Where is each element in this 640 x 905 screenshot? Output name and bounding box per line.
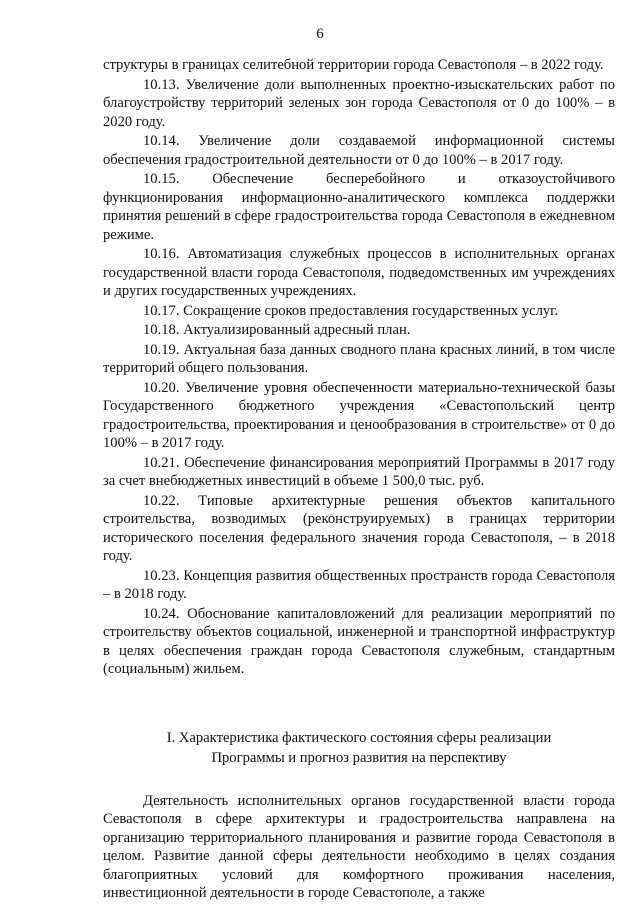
paragraph: 10.21. Обеспечение финансирования мероприятий Программы в 2017 году за счет внебюджетных инвестиций в объеме 1 500,0 тыс. руб. (103, 454, 615, 489)
paragraph: 10.14. Увеличение доли создаваемой информационной системы обеспечения градостроительной деятельности от 0 до 100% – в 2017 году. (103, 133, 615, 168)
paragraph: 10.22. Типовые архитектурные решения объектов капитального строительства, возводимых (реконструируемых) в границах территории исторического поселения федерального значения города Севастополя, – в 2018 году. (103, 492, 615, 564)
paragraph: 10.18. Актуализированный адресный план. (143, 322, 411, 338)
document-body (103, 56, 615, 904)
paragraph: 10.24. Обоснование капиталовложений для реализации мероприятий по строительству объектов социальной, инженерной и транспортной инфраструктур в целях обеспечения граждан города Севастополя служебным, стандартным (социальным) жильем. (103, 605, 615, 677)
page-number: 6 (316, 26, 324, 42)
paragraph: 10.19. Актуальная база данных сводного плана красных линий, в том числе территорий общего пользования. (103, 341, 615, 376)
paragraph: Деятельность исполнительных органов государственной власти города Севастополя в сфере архитектуры и градостроительства направлена на организацию территориального планирования и развитие города Севастополя в целом. Развитие данной сферы деятельности необходимо в целях создания благоприятных условий для комфортного проживания населения, инвестиционной деятельности в городе Севастополе, а также (103, 792, 615, 901)
section-title (103, 728, 615, 768)
section-body (103, 792, 615, 903)
section-title-line-2: Программы и прогноз развития на перспективу (211, 749, 507, 766)
paragraph: 10.23. Концепция развития общественных пространств города Севастополя – в 2018 году. (103, 567, 615, 602)
section-gap (103, 680, 615, 728)
paragraph: 10.20. Увеличение уровня обеспеченности материально-технической базы Государственного бюджетного учреждения «Севастопольский центр градостроительства, проектирования и ценообразования в строительстве» от 0 до 100% – в 2017 году. (103, 379, 615, 451)
section-title-line-1: I. Характеристика фактического состояния сферы реализации (166, 729, 552, 746)
goals-list (103, 56, 615, 679)
paragraph: структуры в границах селитебной территории города Севастополя – в 2022 году. (103, 57, 604, 73)
paragraph: 10.16. Автоматизация служебных процессов в исполнительных органах государственной власти города Севастополя, подведомственных им учреждениях и других государственных учреждениях. (103, 246, 615, 299)
paragraph: 10.17. Сокращение сроков предоставления государственных услуг. (143, 302, 559, 319)
paragraph: 10.15. Обеспечение бесперебойного и отказоустойчивого функционирования информационно-аналитического комплекса поддержки принятия решений в сфере градостроительства города Севастополя в ежедневном режиме. (103, 171, 615, 243)
paragraph: 10.13. Увеличение доли выполненных проектно-изыскательских работ по благоустройству территорий зеленых зон города Севастополя от 0 до 100% – в 2020 году. (103, 76, 615, 130)
